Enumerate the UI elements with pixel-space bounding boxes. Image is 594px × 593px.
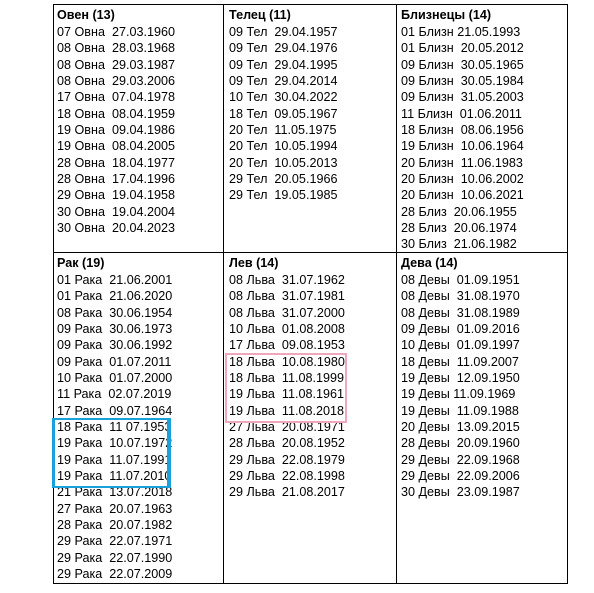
- date-entry: 09 Рака 30.06.1973: [57, 321, 173, 336]
- date-entry: 27 Рака 20.07.1963: [57, 501, 173, 516]
- date-entry: 08 Льва 31.07.1962: [229, 272, 345, 287]
- date-entry: 19 Близн 10.06.1964: [401, 139, 524, 154]
- cancer-highlight-box: [52, 418, 171, 488]
- date-entry: 09 Тел 29.04.2014: [229, 73, 338, 88]
- date-entry: 27 Льва 20.08.1971: [229, 420, 345, 434]
- date-entry: 08 Овна 29.03.1987: [57, 57, 175, 72]
- date-entry: 18 Льва 10.08.1980: [229, 354, 345, 369]
- date-entry: 20 Тел 10.05.1994: [229, 139, 338, 154]
- date-entry: 28 Овна 17.04.1996: [57, 172, 175, 186]
- date-entry: 30 Девы 23.09.1987: [401, 485, 520, 500]
- date-entry: 29 Рака 22.07.2009: [57, 567, 173, 582]
- date-list: [57, 24, 221, 236]
- cell-heading: Близнецы (14): [401, 8, 492, 22]
- date-entry: 29 Льва 22.08.1998: [229, 469, 345, 484]
- date-entry: 08 Льва 31.07.1981: [229, 289, 345, 304]
- date-entry: 08 Овна 28.03.1968: [57, 41, 175, 56]
- date-entry: 29 Овна 19.04.1958: [57, 188, 175, 203]
- date-entry: 19 Льва 11.08.2018: [229, 403, 344, 418]
- date-entry: 20 Близн 10.06.2002: [401, 172, 524, 186]
- date-entry: 29 Девы 22.09.1968: [401, 452, 520, 467]
- date-entry: 09 Близн 30.05.1965: [401, 57, 524, 72]
- leo-highlight-box: [225, 353, 347, 423]
- date-entry: 19 Овна 09.04.1986: [57, 122, 175, 137]
- date-entry: 08 Девы 01.09.1951: [401, 272, 520, 287]
- date-entry: 29 Девы 22.09.2006: [401, 469, 520, 484]
- date-entry: 09 Тел 29.04.1976: [229, 41, 338, 56]
- date-entry: 10 Девы 01.09.1997: [401, 338, 520, 353]
- zodiac-dates-table: [53, 4, 568, 584]
- date-entry: 10 Рака 01.07.2000: [57, 370, 173, 385]
- date-entry: 18 Девы 11.09.2007: [401, 354, 519, 369]
- date-entry: 09 Рака 30.06.1992: [57, 338, 173, 353]
- column-divider: [396, 5, 397, 583]
- date-entry: 09 Девы 01.09.2016: [401, 321, 520, 336]
- date-entry: 30 Овна 19.04.2004: [57, 204, 175, 219]
- date-entry: 18 Рака 11 07.1953: [57, 420, 172, 434]
- date-entry: 11 Рака 02.07.2019: [57, 387, 172, 402]
- date-entry: 18 Близн 08.06.1956: [401, 122, 524, 137]
- cell-heading: Дева (14): [401, 256, 458, 270]
- cell-virgo: [401, 255, 565, 583]
- cell-heading: Рак (19): [57, 256, 105, 270]
- date-entry: 28 Девы 20.09.1960: [401, 436, 520, 451]
- date-entry: 17 Овна 07.04.1978: [57, 90, 175, 105]
- date-entry: 01 Близн 20.05.2012: [401, 41, 524, 56]
- date-entry: 18 Льва 11.08.1999: [229, 370, 344, 385]
- cell-aries: [57, 7, 221, 250]
- date-entry: 18 Тел 09.05.1967: [229, 106, 338, 121]
- date-entry: 08 Овна 29.03.2006: [57, 73, 175, 88]
- date-entry: 18 Овна 08.04.1959: [57, 106, 175, 121]
- date-entry: 09 Тел 29.04.1957: [229, 24, 338, 39]
- cell-heading: Телец (11): [229, 8, 291, 22]
- date-entry: 29 Тел 19.05.1985: [229, 188, 338, 203]
- date-entry: 09 Тел 29.04.1995: [229, 57, 338, 72]
- date-entry: 19 Девы 11.09.1988: [401, 403, 519, 418]
- date-entry: 28 Льва 20.08.1952: [229, 436, 345, 451]
- date-entry: 20 Близн 10.06.2021: [401, 188, 524, 203]
- date-list: [229, 24, 394, 204]
- date-entry: 20 Девы 13.09.2015: [401, 420, 520, 434]
- cell-heading: Лев (14): [229, 256, 279, 270]
- date-entry: 19 Овна 08.04.2005: [57, 139, 175, 154]
- date-entry: 11 Близн 01.06.2011: [401, 106, 522, 121]
- cell-heading: Овен (13): [57, 8, 115, 22]
- date-entry: 19 Льва 11.08.1961: [229, 387, 344, 402]
- date-entry: 09 Близн 31.05.2003: [401, 90, 524, 105]
- date-entry: 29 Льва 22.08.1979: [229, 452, 345, 467]
- cell-taurus: [229, 7, 394, 250]
- date-entry: 29 Тел 20.05.1966: [229, 172, 338, 186]
- date-entry: 10 Льва 01.08.2008: [229, 321, 345, 336]
- date-entry: 09 Близн 30.05.1984: [401, 73, 524, 88]
- date-entry: 21 Рака 13.07.2018: [57, 485, 173, 500]
- date-entry: 28 Близ 20.06.1955: [401, 204, 517, 219]
- date-entry: 09 Рака 01.07.2011: [57, 354, 172, 369]
- date-entry: 01 Рака 21.06.2020: [57, 289, 173, 304]
- date-entry: 17 Рака 09.07.1964: [57, 403, 173, 418]
- cell-gemini: [401, 7, 565, 250]
- date-entry: 30 Овна 20.04.2023: [57, 221, 175, 236]
- date-list: [401, 272, 565, 501]
- date-entry: 08 Девы 31.08.1970: [401, 289, 520, 304]
- date-entry: 19 Девы 11.09.1969: [401, 387, 516, 402]
- date-entry: 01 Рака 21.06.2001: [57, 272, 173, 287]
- date-entry: 19 Рака 11.07.1991: [57, 452, 172, 467]
- date-entry: 19 Рака 10.07.1972: [57, 436, 173, 451]
- date-entry: 28 Рака 20.07.1982: [57, 518, 173, 533]
- date-entry: 08 Рака 30.06.1954: [57, 305, 173, 320]
- date-entry: 20 Близн 11.06.1983: [401, 155, 523, 170]
- date-entry: 29 Рака 22.07.1971: [57, 534, 173, 549]
- date-entry: 29 Рака 22.07.1990: [57, 550, 173, 565]
- date-entry: 28 Близ 20.06.1974: [401, 221, 517, 236]
- date-entry: 08 Льва 31.07.2000: [229, 305, 345, 320]
- date-entry: 08 Девы 31.08.1989: [401, 305, 520, 320]
- date-list: [401, 24, 565, 250]
- column-divider: [223, 5, 224, 583]
- date-entry: 19 Рака 11.07.2010: [57, 469, 172, 484]
- date-entry: 20 Тел 11.05.1975: [229, 122, 337, 137]
- date-entry: 20 Тел 10.05.2013: [229, 155, 338, 170]
- date-entry: 07 Овна 27.03.1960: [57, 24, 175, 39]
- date-entry: 10 Тел 30.04.2022: [229, 90, 338, 105]
- date-entry: 29 Льва 21.08.2017: [229, 485, 345, 500]
- row-divider: [54, 252, 567, 253]
- date-entry: 01 Близн 21.05.1993: [401, 24, 521, 39]
- date-entry: 28 Овна 18.04.1977: [57, 155, 175, 170]
- date-entry: 17 Льва 09.08.1953: [229, 338, 345, 353]
- date-entry: 30 Близ 21.06.1982: [401, 237, 517, 250]
- date-entry: 19 Девы 12.09.1950: [401, 370, 520, 385]
